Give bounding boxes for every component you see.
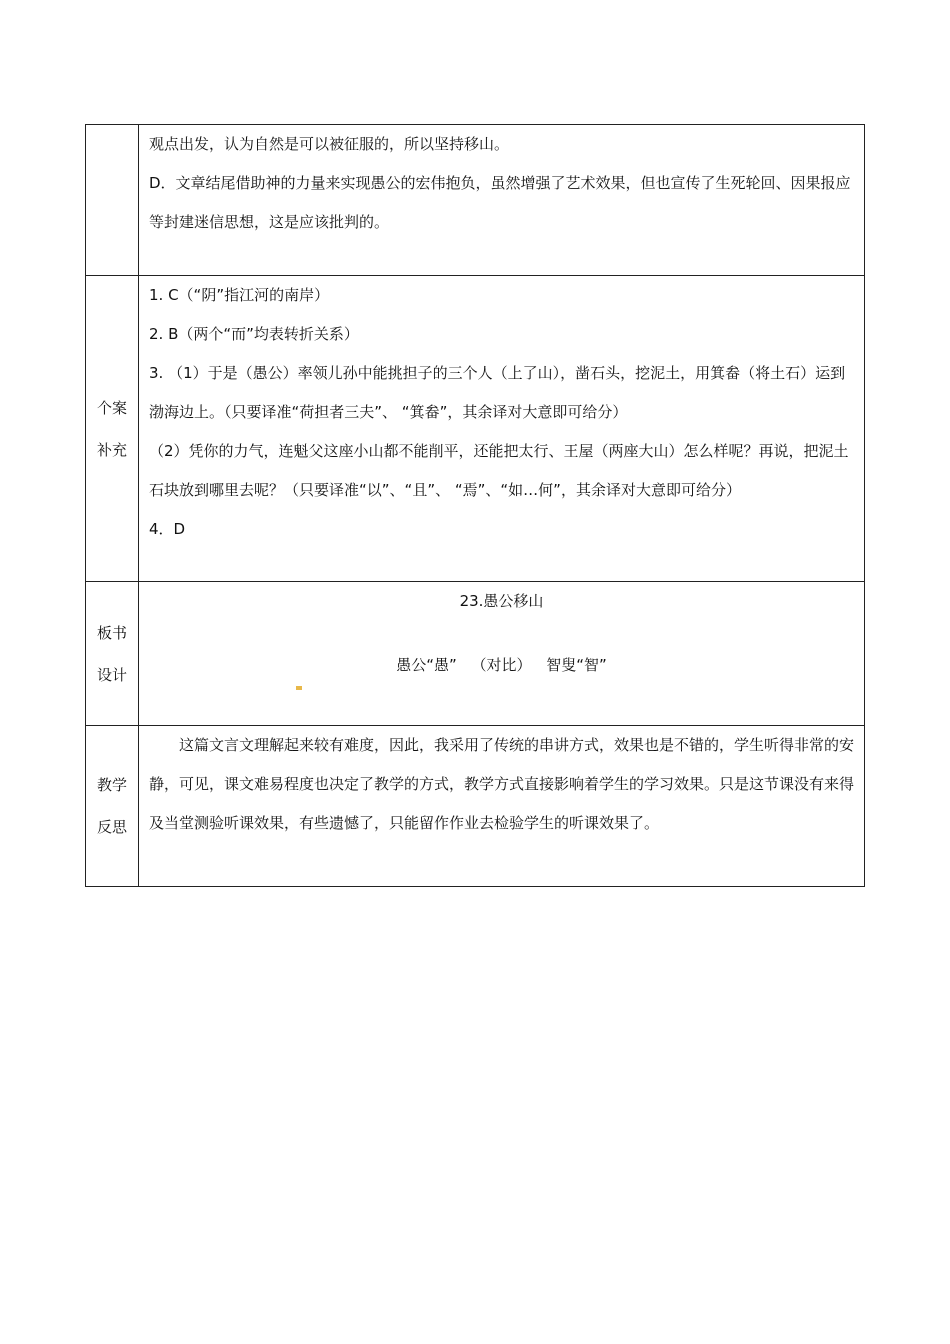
label-line: 补充	[96, 440, 127, 459]
lesson-plan-table	[85, 124, 865, 887]
row-label-teaching-reflection	[86, 726, 139, 887]
table-row-continued-answer	[86, 125, 865, 276]
row-content-board-design	[139, 582, 865, 726]
row-content-case-supplement	[139, 276, 865, 582]
label-line: 设计	[96, 665, 127, 684]
answer-3-1: 3. （1）于是（愚公）率领儿孙中能挑担子的三个人（上了山），凿石头，挖泥土，用箕畚（将土石）运到渤海边上。（只要译准“荷担者三夫”、 “箕畚”，其余译对大意即可给分）	[149, 364, 846, 421]
reflection-paragraph: 这篇文言文理解起来较有难度，因此，我采用了传统的串讲方式，效果也是不错的，学生听得非常的安静，可见，课文难易程度也决定了教学的方式，教学方式直接影响着学生的学习效果。只是这节课没有来得及当堂测验听课效果，有些遗憾了，只能留作作业去检验学生的听课效果了。	[149, 736, 855, 832]
table-row-teaching-reflection	[86, 726, 865, 887]
board-contrast-line: 愚公“愚” （对比） 智叟“智”	[396, 656, 607, 674]
answer-4: 4．D	[149, 520, 186, 538]
stray-mark	[296, 686, 302, 690]
row-label-empty	[86, 125, 139, 276]
answer-2: 2. B（两个“而”均表转折关系）	[149, 325, 359, 343]
paragraph-option-d: D．文章结尾借助神的力量来实现愚公的宏伟抱负，虽然增强了艺术效果，但也宣传了生死轮回、因果报应等封建迷信思想，这是应该批判的。	[149, 174, 851, 231]
label-line: 个案	[96, 398, 127, 417]
label-line: 板书	[96, 623, 127, 642]
row-content-teaching-reflection	[139, 726, 865, 887]
table-row-board-design	[86, 582, 865, 726]
paragraph-continued-c: 观点出发，认为自然是可以被征服的，所以坚持移山。	[149, 135, 510, 153]
answer-3-2: （2）凭你的力气，连魁父这座小山都不能削平，还能把太行、王屋（两座大山）怎么样呢？再说，把泥土石块放到哪里去呢？（只要译准“以”、“且”、 “焉”、“如…何”，其余译对大意即可给分）	[149, 442, 849, 499]
table-row-case-supplement	[86, 276, 865, 582]
row-label-board-design	[86, 582, 139, 726]
row-label-case-supplement	[86, 276, 139, 582]
row-content-continued	[139, 125, 865, 276]
label-line: 反思	[96, 818, 127, 836]
answer-1: 1. C（“阴”指江河的南岸）	[149, 286, 330, 304]
label-line: 教学	[96, 776, 127, 794]
board-title: 23.愚公移山	[459, 592, 544, 610]
